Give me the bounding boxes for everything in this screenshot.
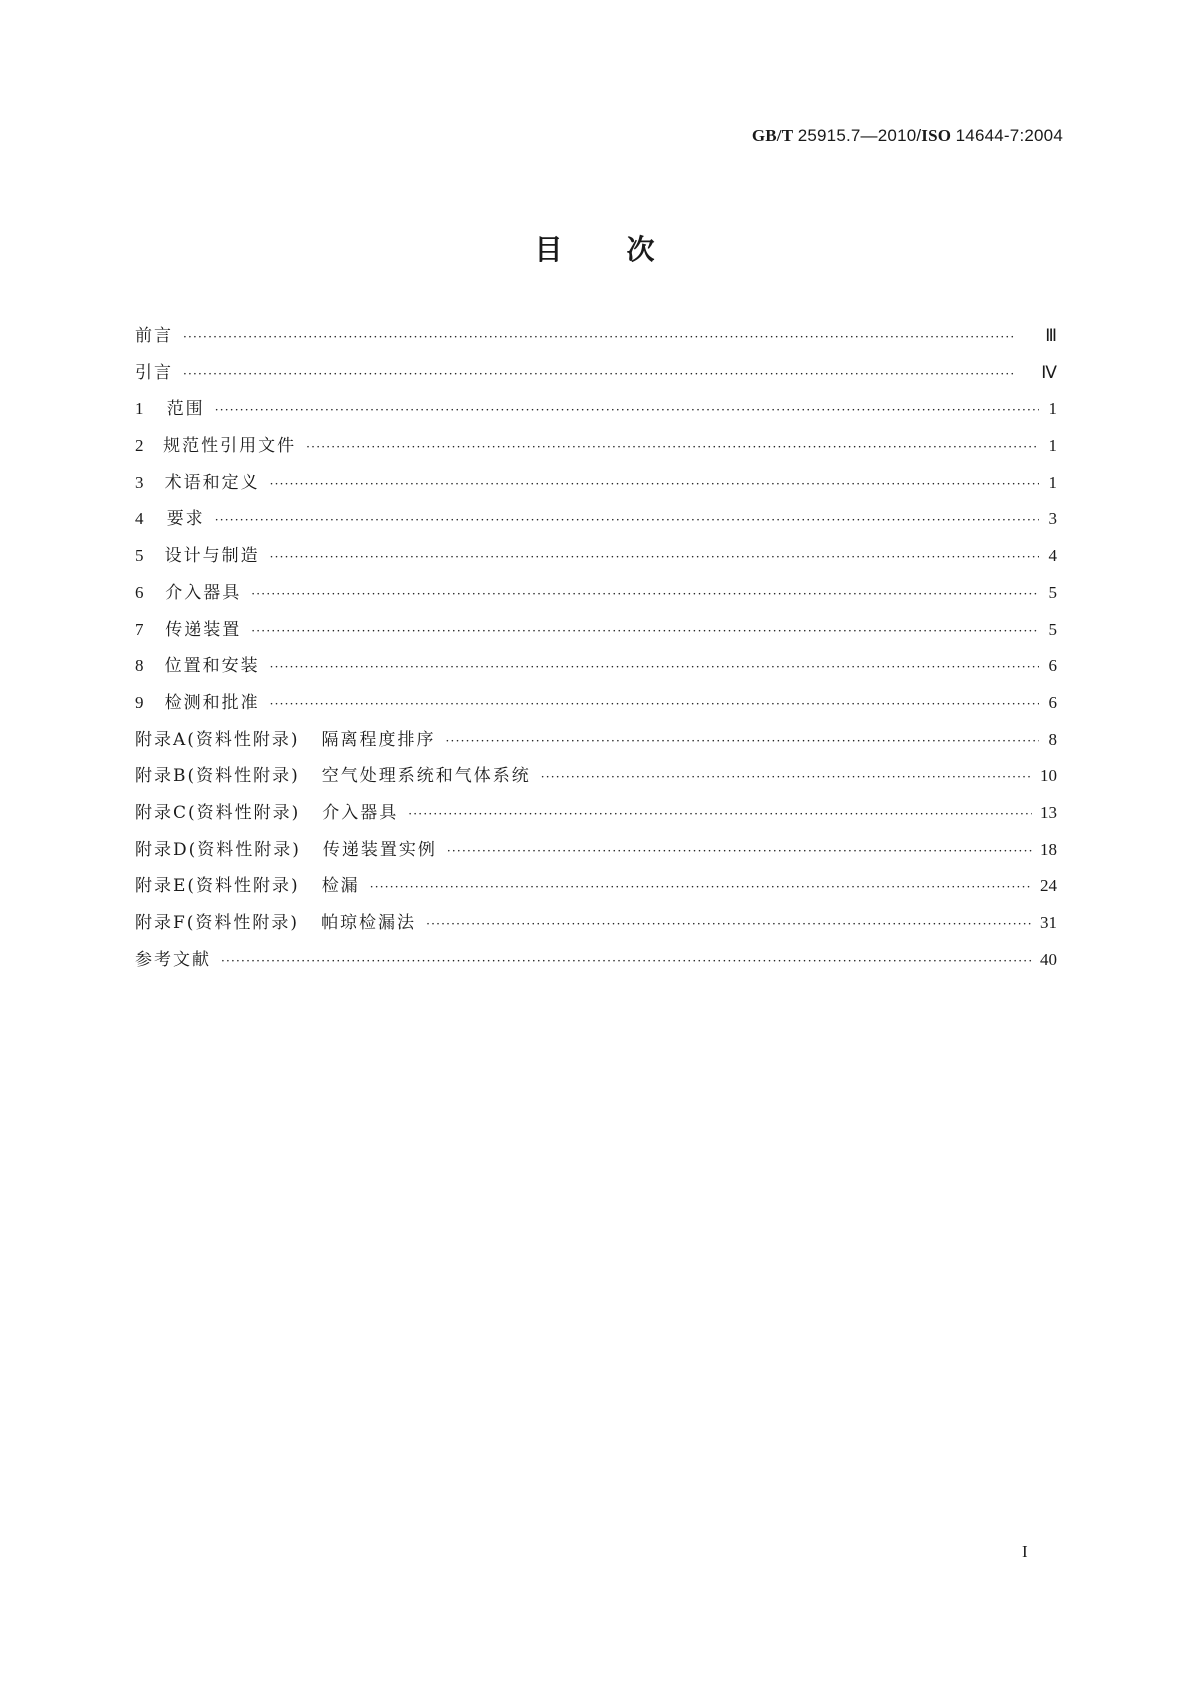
toc-entry-terms-definitions[interactable] — [135, 472, 1057, 509]
toc-entry-annex-e[interactable] — [135, 875, 1057, 912]
annex-title: 帕琼检漏法 — [321, 913, 417, 933]
toc-entry-label: 参考文献 — [135, 949, 211, 970]
standard-number: 25915.7—2010/ — [797, 126, 922, 145]
toc-entry-number: 2 — [135, 436, 144, 456]
page-number: I — [1022, 1542, 1028, 1561]
dot-leader — [306, 436, 1039, 458]
dot-leader — [251, 583, 1039, 605]
toc-entry-label: 前言 — [135, 326, 173, 346]
toc-entry-number: 1 — [135, 399, 144, 419]
toc-entry-annex-b[interactable] — [135, 765, 1057, 802]
dot-leader — [541, 766, 1032, 788]
title-char-2: 次 — [626, 233, 657, 266]
toc-entry-label: 检测和批准 — [164, 692, 260, 713]
toc-entry-number: 6 — [135, 582, 144, 602]
toc-entry-page: 18 — [1040, 839, 1057, 859]
toc-entry-page: 6 — [1048, 656, 1057, 676]
toc-entry-annex-c[interactable] — [135, 802, 1057, 839]
toc-entry-label: 传递装置 — [165, 619, 242, 640]
standard-code: GB/T — [751, 126, 794, 145]
dot-leader — [270, 656, 1039, 678]
toc-entry-page: 5 — [1048, 582, 1057, 602]
toc-entry-foreword[interactable] — [135, 325, 1057, 362]
dot-leader — [408, 803, 1032, 825]
annex-designation: 附录A(资料性附录) — [135, 729, 300, 750]
toc-entry-scope[interactable] — [135, 398, 1057, 435]
toc-entry-requirements[interactable] — [135, 508, 1057, 545]
toc-entry-access-devices[interactable] — [135, 582, 1057, 619]
toc-entry-page: 13 — [1040, 802, 1057, 822]
toc-entry-location-installation[interactable] — [135, 655, 1057, 692]
toc-entry-label: 要求 — [166, 509, 205, 530]
toc-entry-label — [135, 912, 416, 934]
dot-leader — [221, 950, 1032, 972]
annex-title: 检漏 — [321, 876, 360, 897]
annex-title: 空气处理系统和气体系统 — [321, 766, 531, 787]
dot-leader — [446, 730, 1039, 752]
toc-entry-page: 3 — [1048, 509, 1057, 529]
toc-entry-page: 31 — [1040, 913, 1057, 932]
annex-designation: 附录E(资料性附录) — [135, 876, 300, 897]
toc-entry-normative-references[interactable] — [135, 435, 1057, 472]
toc-entry-page: 1 — [1048, 399, 1057, 419]
dot-leader — [370, 876, 1032, 898]
toc-entry-page: 6 — [1048, 692, 1057, 712]
toc-entry-design-construction[interactable] — [135, 545, 1057, 582]
annex-designation: 附录B(资料性附录) — [135, 766, 300, 787]
toc-entry-label: 范围 — [166, 399, 205, 420]
toc-entry-number: 8 — [135, 656, 144, 676]
toc-entry-label — [135, 729, 436, 751]
toc-entry-label — [135, 875, 360, 897]
toc-entry-testing-approval[interactable] — [135, 692, 1057, 729]
annex-designation: 附录D(资料性附录) — [135, 839, 301, 860]
iso-code: ISO — [921, 126, 952, 145]
annex-designation: 附录F(资料性附录) — [135, 913, 300, 933]
page-title — [0, 228, 1191, 268]
toc-entry-page: 10 — [1040, 766, 1057, 786]
toc-entry-label — [135, 765, 531, 787]
annex-title: 传递装置实例 — [322, 839, 437, 860]
toc-entry-label: 设计与制造 — [164, 546, 260, 567]
dot-leader — [183, 326, 1037, 348]
toc-entry-label: 引言 — [135, 362, 173, 383]
toc-entry-page: 24 — [1040, 876, 1057, 896]
toc-entry-annex-f[interactable] — [135, 912, 1057, 949]
dot-leader — [270, 473, 1039, 495]
annex-title: 介入器具 — [322, 802, 399, 823]
toc-entry-page: 4 — [1048, 546, 1057, 566]
dot-leader — [183, 363, 1033, 385]
iso-number: 14644-7:2004 — [955, 126, 1063, 145]
toc-entry-page: 5 — [1048, 619, 1057, 639]
toc-entry-annex-d[interactable] — [135, 839, 1057, 876]
toc-entry-page: Ⅲ — [1045, 326, 1057, 345]
toc-entry-label: 位置和安装 — [164, 656, 260, 677]
dot-leader — [447, 840, 1032, 862]
dot-leader — [270, 693, 1039, 715]
dot-leader — [251, 620, 1039, 642]
toc-entry-label — [135, 839, 437, 861]
dot-leader — [426, 913, 1032, 935]
dot-leader — [270, 546, 1039, 568]
standard-number-header — [752, 126, 1063, 146]
toc-entry-annex-a[interactable] — [135, 729, 1057, 766]
toc-entry-number: 9 — [135, 692, 144, 712]
annex-title: 隔离程度排序 — [321, 729, 436, 750]
toc-entry-label: 规范性引用文件 — [163, 436, 297, 457]
dot-leader — [215, 509, 1039, 531]
toc-entry-page: 8 — [1048, 729, 1057, 749]
dot-leader — [215, 399, 1039, 421]
toc-entry-page: 40 — [1040, 949, 1057, 969]
annex-designation: 附录C(资料性附录) — [135, 802, 301, 823]
toc-entry-bibliography[interactable] — [135, 949, 1057, 986]
toc-entry-label: 术语和定义 — [164, 472, 260, 493]
toc-entry-number: 4 — [135, 509, 144, 529]
toc-entry-label: 介入器具 — [165, 582, 242, 603]
toc-entry-number: 7 — [135, 619, 144, 639]
toc-entry-label — [135, 802, 398, 824]
toc-entry-page: Ⅳ — [1041, 362, 1057, 382]
title-char-1: 目 — [534, 233, 565, 266]
toc-entry-page: 1 — [1048, 472, 1057, 492]
toc-entry-number: 3 — [135, 472, 144, 492]
toc-entry-page: 1 — [1048, 436, 1057, 456]
toc-entry-transfer-devices[interactable] — [135, 619, 1057, 656]
table-of-contents — [135, 325, 1057, 985]
toc-entry-introduction[interactable] — [135, 362, 1057, 399]
toc-entry-number: 5 — [135, 546, 144, 566]
